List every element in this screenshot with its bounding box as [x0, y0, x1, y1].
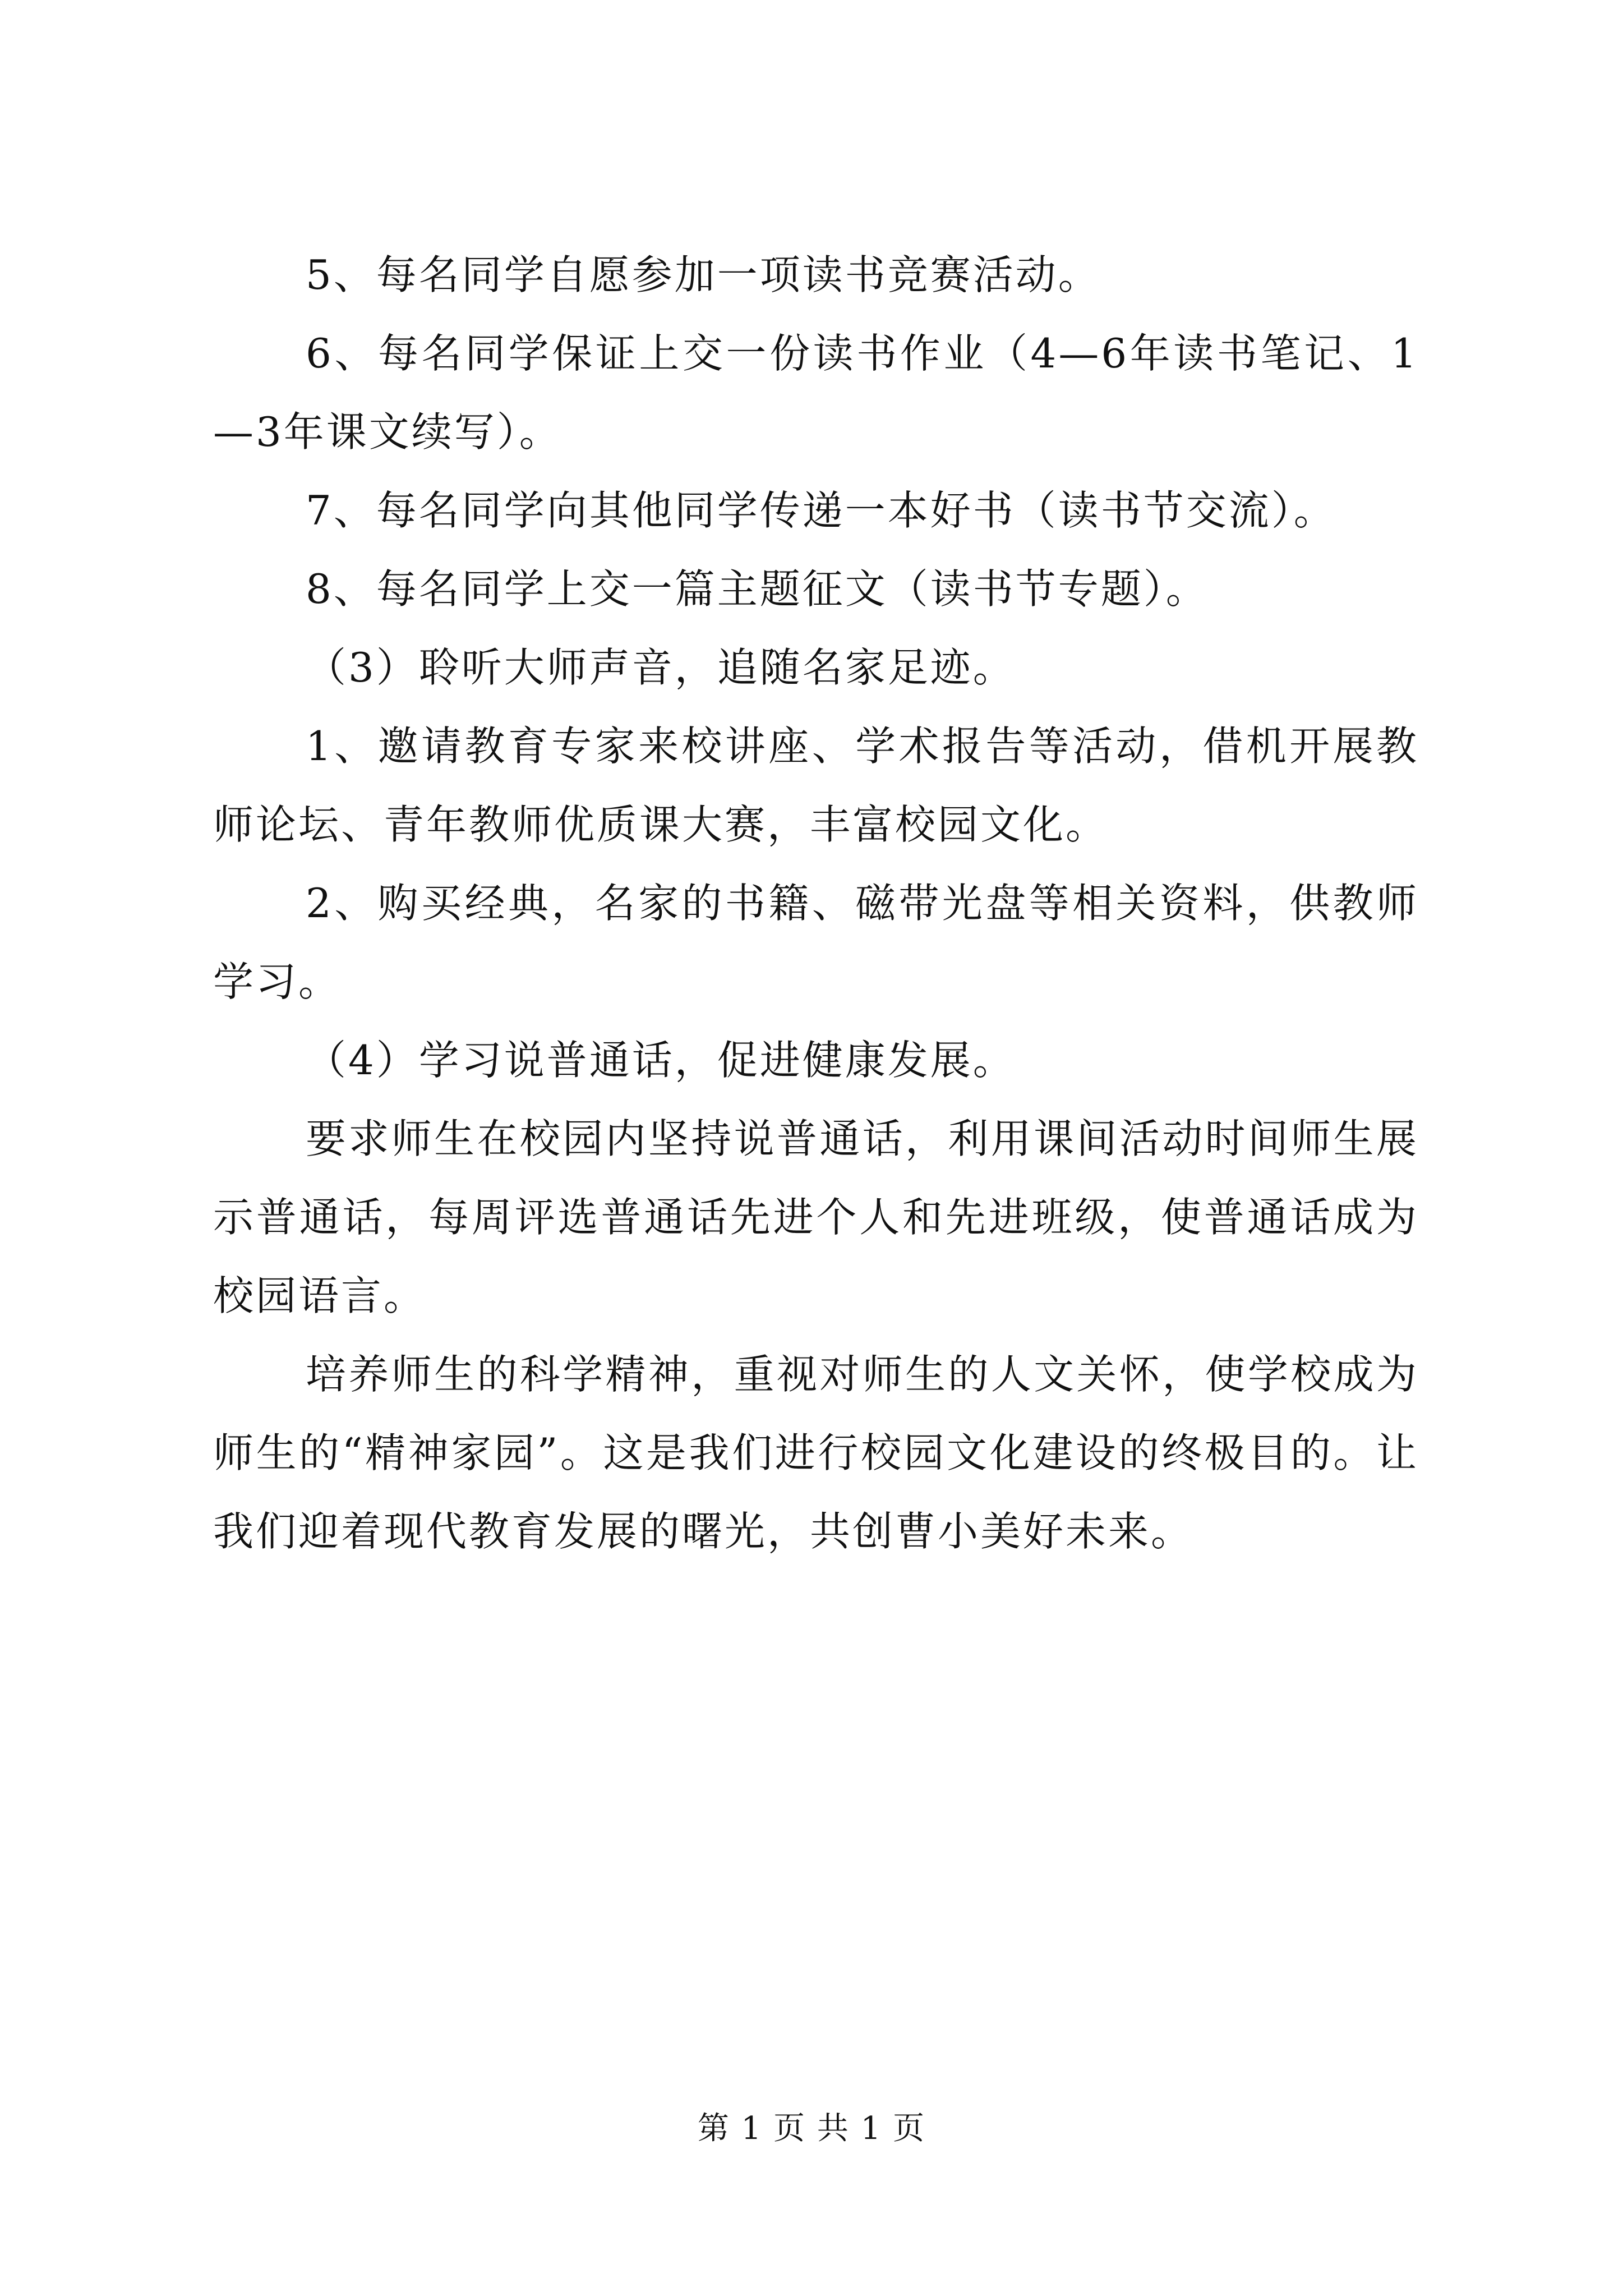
paragraph-item-8: 8、每名同学上交一篇主题征文（读书节专题）。 — [306, 565, 1209, 613]
paragraph-item-6: 6、每名同学保证上交一份读书作业（4—6年读书笔记、1—3年课文续写）。 — [213, 330, 1419, 455]
paragraph-putonghua: 要求师生在校园内坚持说普通话，利用课间活动时间师生展示普通话，每周评选普通话先进个人和先进班级，使普通话成为校园语言。 — [213, 1115, 1419, 1319]
paragraph-item-2: 2、购买经典，名家的书籍、磁带光盘等相关资料，供教师学习。 — [213, 880, 1419, 1005]
paragraph-item-7: 7、每名同学向其他同学传递一本好书（读书节交流）。 — [306, 487, 1336, 534]
paragraph-item-5: 5、每名同学自愿参加一项读书竞赛活动。 — [306, 251, 1101, 298]
document-body — [213, 236, 1419, 1571]
paragraph-conclusion: 培养师生的科学精神，重视对师生的人文关怀，使学校成为师生的“精神家园”。这是我们进行校园文化建设的终极目的。让我们迎着现代教育发展的曙光，共创曹小美好未来。 — [213, 1351, 1419, 1555]
section-heading-3: （3）聆听大师声音，追随名家足迹。 — [306, 644, 1016, 691]
paragraph-item-1: 1、邀请教育专家来校讲座、学术报告等活动，借机开展教师论坛、青年教师优质课大赛，丰富校园文化。 — [213, 723, 1419, 848]
section-heading-4: （4）学习说普通话，促进健康发展。 — [306, 1037, 1016, 1084]
page-number-footer: 第 1 页 共 1 页 — [697, 2110, 926, 2147]
